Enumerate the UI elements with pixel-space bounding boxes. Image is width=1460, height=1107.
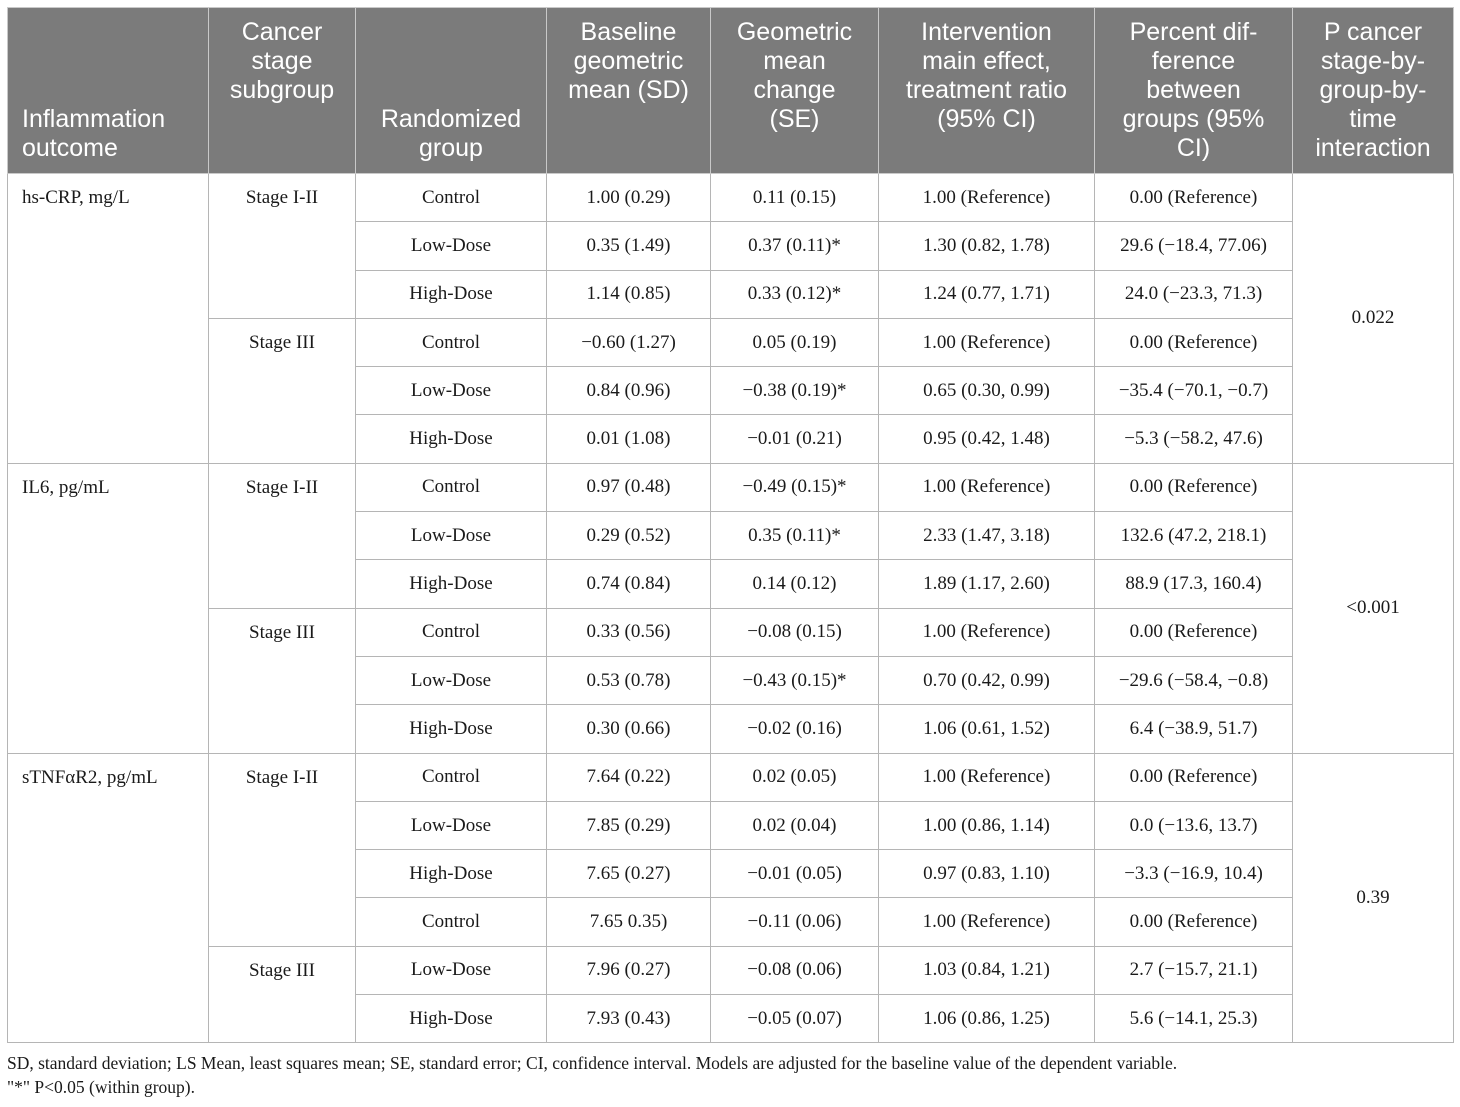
percent-cell: 0.00 (Reference) — [1095, 318, 1293, 366]
header-line: interaction — [1315, 134, 1431, 162]
group-cell: Control — [356, 463, 547, 511]
baseline-cell: 7.93 (0.43) — [547, 995, 711, 1043]
header-line: groups (95% — [1122, 105, 1265, 133]
footnote-significance: "*" P<0.05 (within group). — [7, 1077, 195, 1098]
effect-cell: 1.00 (Reference) — [879, 318, 1095, 366]
baseline-cell: 7.65 0.35) — [547, 898, 711, 946]
percent-cell: 5.6 (−14.1, 25.3) — [1095, 995, 1293, 1043]
effect-cell: 1.03 (0.84, 1.21) — [879, 946, 1095, 994]
header-percent — [1095, 8, 1293, 174]
stage-cell: Stage III — [209, 946, 356, 1043]
baseline-cell: 7.96 (0.27) — [547, 946, 711, 994]
percent-cell: 0.00 (Reference) — [1095, 898, 1293, 946]
effect-cell: 0.95 (0.42, 1.48) — [879, 415, 1095, 463]
group-cell: Control — [356, 318, 547, 366]
table-row — [8, 463, 1454, 511]
change-cell: 0.11 (0.15) — [711, 174, 879, 222]
percent-cell: −29.6 (−58.4, −0.8) — [1095, 656, 1293, 704]
header-line: time — [1349, 105, 1397, 133]
baseline-cell: 7.65 (0.27) — [547, 850, 711, 898]
change-cell: −0.08 (0.15) — [711, 608, 879, 656]
effect-cell: 1.00 (0.86, 1.14) — [879, 801, 1095, 849]
effect-cell: 0.65 (0.30, 0.99) — [879, 367, 1095, 415]
header-line: subgroup — [229, 76, 335, 104]
header-outcome — [8, 8, 209, 174]
percent-cell: 88.9 (17.3, 160.4) — [1095, 560, 1293, 608]
percent-cell: −35.4 (−70.1, −0.7) — [1095, 367, 1293, 415]
change-cell: −0.02 (0.16) — [711, 705, 879, 753]
change-cell: 0.35 (0.11)* — [711, 512, 879, 560]
group-cell: High-Dose — [356, 560, 547, 608]
change-cell: 0.05 (0.19) — [711, 318, 879, 366]
header-group — [356, 8, 547, 174]
percent-cell: −3.3 (−16.9, 10.4) — [1095, 850, 1293, 898]
effect-cell: 1.30 (0.82, 1.78) — [879, 222, 1095, 270]
change-cell: −0.08 (0.06) — [711, 946, 879, 994]
baseline-cell: −0.60 (1.27) — [547, 318, 711, 366]
header-line: Inflammation — [22, 105, 166, 133]
change-cell: 0.37 (0.11)* — [711, 222, 879, 270]
group-cell: High-Dose — [356, 705, 547, 753]
effect-cell: 1.00 (Reference) — [879, 174, 1095, 222]
change-cell: 0.02 (0.04) — [711, 801, 879, 849]
baseline-cell: 0.97 (0.48) — [547, 463, 711, 511]
header-line: group-by- — [1319, 76, 1427, 104]
header-stage — [209, 8, 356, 174]
effect-cell: 1.00 (Reference) — [879, 463, 1095, 511]
change-cell: −0.43 (0.15)* — [711, 656, 879, 704]
percent-cell: 24.0 (−23.3, 71.3) — [1095, 270, 1293, 318]
header-line: mean — [763, 47, 826, 75]
header-line: outcome — [22, 134, 118, 162]
group-cell: High-Dose — [356, 850, 547, 898]
table-row — [8, 174, 1454, 222]
baseline-cell: 7.85 (0.29) — [547, 801, 711, 849]
footnote-abbreviations: SD, standard deviation; LS Mean, least squares mean; SE, standard error; CI, confidence interval. Models are adjusted for the baseline value of the dependent variable. — [7, 1053, 1178, 1074]
table-body — [8, 174, 1454, 1043]
percent-cell: −5.3 (−58.2, 47.6) — [1095, 415, 1293, 463]
percent-cell: 0.0 (−13.6, 13.7) — [1095, 801, 1293, 849]
effect-cell: 1.24 (0.77, 1.71) — [879, 270, 1095, 318]
percent-cell: 0.00 (Reference) — [1095, 463, 1293, 511]
change-cell: 0.33 (0.12)* — [711, 270, 879, 318]
footnotes — [7, 1051, 1453, 1099]
baseline-cell: 1.14 (0.85) — [547, 270, 711, 318]
stage-cell: Stage I-II — [209, 174, 356, 319]
baseline-cell: 0.29 (0.52) — [547, 512, 711, 560]
percent-cell: 6.4 (−38.9, 51.7) — [1095, 705, 1293, 753]
table-container — [7, 7, 1453, 1099]
group-cell: Control — [356, 898, 547, 946]
effect-cell: 1.06 (0.61, 1.52) — [879, 705, 1095, 753]
header-line: P cancer — [1323, 18, 1423, 46]
outcome-cell: hs-CRP, mg/L — [8, 174, 209, 464]
change-cell: −0.11 (0.06) — [711, 898, 879, 946]
group-cell: Control — [356, 608, 547, 656]
effect-cell: 1.00 (Reference) — [879, 753, 1095, 801]
baseline-cell: 0.30 (0.66) — [547, 705, 711, 753]
header-line: Percent dif- — [1129, 18, 1258, 46]
header-line: main effect, — [922, 47, 1051, 75]
group-cell: Low-Dose — [356, 946, 547, 994]
group-cell: Low-Dose — [356, 656, 547, 704]
header-line: Intervention — [921, 18, 1052, 46]
table-row — [8, 608, 1454, 656]
change-cell: −0.05 (0.07) — [711, 995, 879, 1043]
percent-cell: 2.7 (−15.7, 21.1) — [1095, 946, 1293, 994]
effect-cell: 1.06 (0.86, 1.25) — [879, 995, 1095, 1043]
change-cell: −0.38 (0.19)* — [711, 367, 879, 415]
group-cell: High-Dose — [356, 415, 547, 463]
header-line: between — [1146, 76, 1241, 104]
header-effect — [879, 8, 1095, 174]
results-table — [7, 7, 1454, 1043]
header-line: Baseline — [580, 18, 677, 46]
percent-cell: 132.6 (47.2, 218.1) — [1095, 512, 1293, 560]
change-cell: −0.01 (0.21) — [711, 415, 879, 463]
group-cell: Low-Dose — [356, 512, 547, 560]
header-line: treatment ratio — [905, 76, 1068, 104]
baseline-cell: 1.00 (0.29) — [547, 174, 711, 222]
header-line: Cancer — [241, 18, 323, 46]
header-baseline — [547, 8, 711, 174]
header-line: geometric — [573, 47, 684, 75]
header-line: stage-by- — [1320, 47, 1426, 75]
group-cell: Low-Dose — [356, 367, 547, 415]
change-cell: −0.01 (0.05) — [711, 850, 879, 898]
change-cell: −0.49 (0.15)* — [711, 463, 879, 511]
header-line: mean (SD) — [568, 76, 689, 104]
effect-cell: 1.00 (Reference) — [879, 898, 1095, 946]
header-line: CI) — [1176, 134, 1211, 162]
change-cell: 0.02 (0.05) — [711, 753, 879, 801]
baseline-cell: 0.53 (0.78) — [547, 656, 711, 704]
p-value-cell: 0.022 — [1293, 174, 1454, 464]
baseline-cell: 0.01 (1.08) — [547, 415, 711, 463]
stage-cell: Stage I-II — [209, 753, 356, 946]
header-line: Geometric — [736, 18, 853, 46]
percent-cell: 29.6 (−18.4, 77.06) — [1095, 222, 1293, 270]
stage-cell: Stage III — [209, 608, 356, 753]
header-line: group — [419, 134, 483, 162]
effect-cell: 2.33 (1.47, 3.18) — [879, 512, 1095, 560]
effect-cell: 0.97 (0.83, 1.10) — [879, 850, 1095, 898]
percent-cell: 0.00 (Reference) — [1095, 174, 1293, 222]
group-cell: Control — [356, 753, 547, 801]
baseline-cell: 0.74 (0.84) — [547, 560, 711, 608]
outcome-cell: IL6, pg/mL — [8, 463, 209, 753]
header-line: Randomized — [380, 105, 522, 133]
p-value-cell: <0.001 — [1293, 463, 1454, 753]
p-value-cell: 0.39 — [1293, 753, 1454, 1043]
group-cell: Low-Dose — [356, 222, 547, 270]
header-line: ference — [1151, 47, 1236, 75]
change-cell: 0.14 (0.12) — [711, 560, 879, 608]
percent-cell: 0.00 (Reference) — [1095, 753, 1293, 801]
effect-cell: 0.70 (0.42, 0.99) — [879, 656, 1095, 704]
stage-cell: Stage I-II — [209, 463, 356, 608]
header-row — [8, 8, 1454, 174]
effect-cell: 1.89 (1.17, 2.60) — [879, 560, 1095, 608]
table-row — [8, 753, 1454, 801]
header-line: (95% CI) — [937, 105, 1036, 133]
header-line: change — [753, 76, 836, 104]
baseline-cell: 0.33 (0.56) — [547, 608, 711, 656]
effect-cell: 1.00 (Reference) — [879, 608, 1095, 656]
group-cell: Low-Dose — [356, 801, 547, 849]
header-change — [711, 8, 879, 174]
table-row — [8, 946, 1454, 994]
percent-cell: 0.00 (Reference) — [1095, 608, 1293, 656]
baseline-cell: 0.84 (0.96) — [547, 367, 711, 415]
group-cell: High-Dose — [356, 270, 547, 318]
stage-cell: Stage III — [209, 318, 356, 463]
group-cell: Control — [356, 174, 547, 222]
baseline-cell: 0.35 (1.49) — [547, 222, 711, 270]
header-line: (SE) — [769, 105, 820, 133]
header-pval — [1293, 8, 1454, 174]
table-row — [8, 318, 1454, 366]
header-line: stage — [251, 47, 313, 75]
group-cell: High-Dose — [356, 995, 547, 1043]
baseline-cell: 7.64 (0.22) — [547, 753, 711, 801]
outcome-cell: sTNFαR2, pg/mL — [8, 753, 209, 1043]
